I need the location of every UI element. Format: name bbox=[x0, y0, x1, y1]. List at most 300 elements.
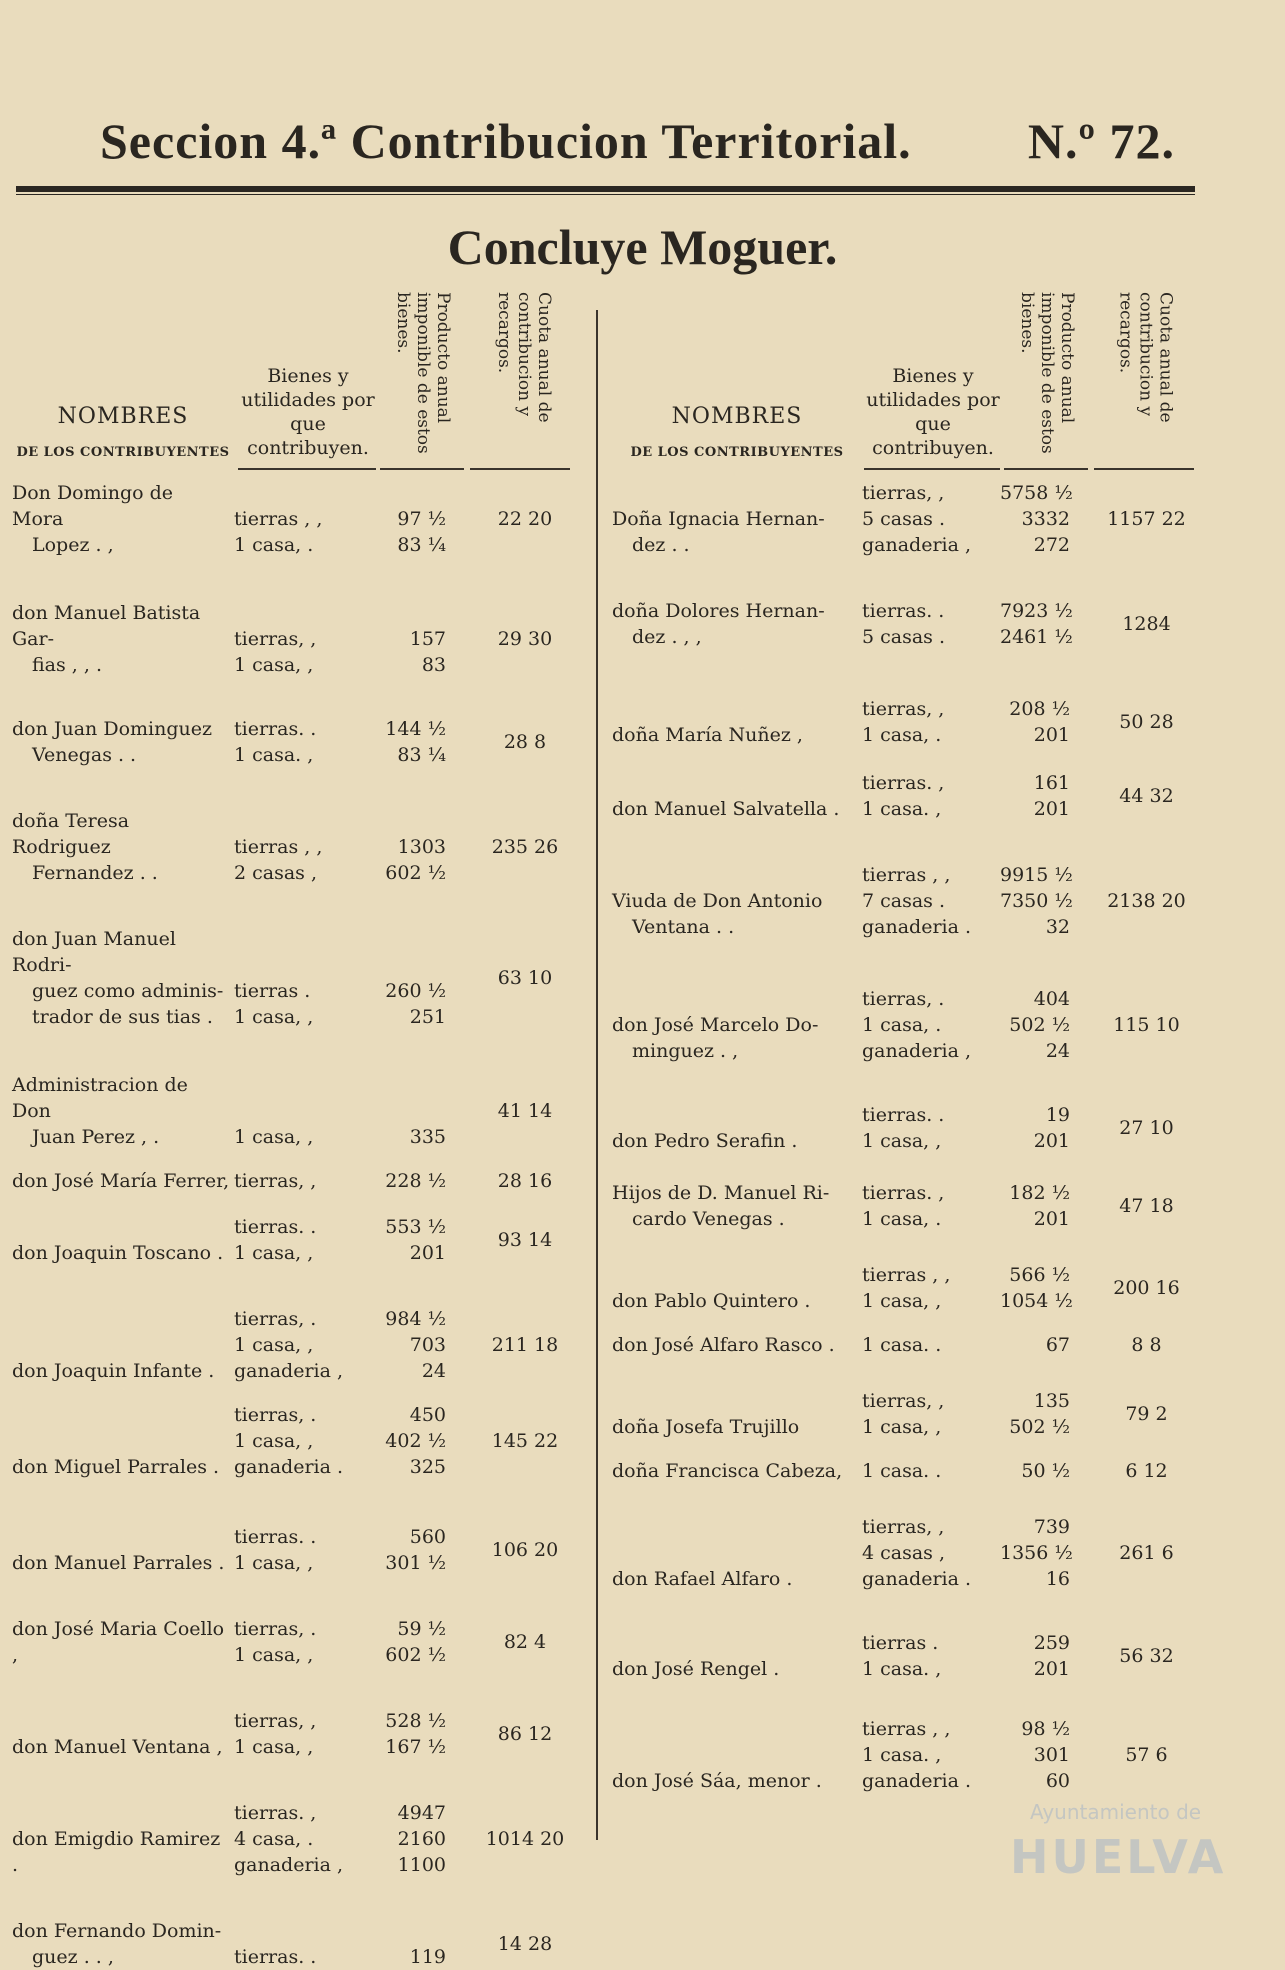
name-line-cont: guez como adminis- trador de sus tias . bbox=[32, 980, 224, 1028]
cuota-value: 86 12 bbox=[497, 1723, 553, 1745]
table-row bbox=[12, 1306, 578, 1384]
name-line-cont: Juan Perez , . bbox=[32, 1126, 160, 1148]
contribuyente-name bbox=[12, 1734, 234, 1760]
producto-value: 2461 ½ bbox=[1000, 626, 1073, 648]
producto-list bbox=[1000, 986, 1096, 1064]
bienes-list bbox=[862, 1180, 1000, 1232]
contribuyente-name bbox=[12, 1550, 234, 1576]
bienes-list bbox=[234, 1616, 378, 1668]
bienes-list bbox=[862, 1630, 1000, 1682]
contribuyente-name bbox=[612, 1128, 862, 1154]
cuota-value: 57 6 bbox=[1125, 1744, 1168, 1766]
producto-list bbox=[1000, 1514, 1096, 1592]
name-line: Hijos de D. Manuel Ri- bbox=[612, 1182, 830, 1204]
contribuyente-name bbox=[612, 1566, 862, 1592]
bien-item: 1 casa. , bbox=[862, 1744, 942, 1766]
producto-value: 602 ½ bbox=[385, 862, 446, 884]
name-line-cont: Venegas . . bbox=[32, 744, 137, 766]
producto-value: 260 ½ bbox=[385, 980, 446, 1002]
table-row bbox=[612, 696, 1197, 748]
contribuyente-name bbox=[612, 1012, 862, 1064]
producto-value: 450 bbox=[409, 1404, 446, 1426]
producto-list bbox=[378, 1616, 472, 1668]
contribuyente-name bbox=[612, 1288, 862, 1314]
bien-item: tierras, , bbox=[862, 698, 945, 720]
producto-value: 201 bbox=[409, 1242, 446, 1264]
header-nombres-label: NOMBRES bbox=[671, 404, 803, 429]
table-row bbox=[12, 600, 578, 678]
name-line-cont: minguez . , bbox=[632, 1040, 739, 1062]
cuota-value: 8 8 bbox=[1131, 1334, 1162, 1356]
contribuyente-name bbox=[12, 808, 234, 886]
bien-item: 7 casas . bbox=[862, 890, 946, 912]
name-line: don Manuel Parrales . bbox=[12, 1552, 225, 1574]
cuota-value: 1157 22 bbox=[1107, 508, 1186, 530]
producto-value: 301 bbox=[1033, 1744, 1070, 1766]
producto-list bbox=[378, 1800, 472, 1878]
producto-value: 208 ½ bbox=[1009, 698, 1070, 720]
bien-item: tierras . bbox=[234, 980, 311, 1002]
bien-item: 5 casas . bbox=[862, 626, 946, 648]
bienes-list bbox=[862, 1102, 1000, 1154]
contribuyente-name bbox=[612, 506, 862, 558]
bienes-list bbox=[862, 986, 1000, 1064]
producto-list bbox=[1000, 1180, 1096, 1232]
header-underline bbox=[238, 468, 376, 470]
bienes-list bbox=[234, 1800, 378, 1878]
producto-value: 201 bbox=[1033, 724, 1070, 746]
cuota-value: 41 14 bbox=[497, 1100, 553, 1122]
bien-item: 2 casas , bbox=[234, 862, 318, 884]
producto-value: 2160 bbox=[397, 1828, 446, 1850]
header-contribuyentes-label: DE LOS CONTRIBUYENTES bbox=[630, 445, 844, 460]
producto-value: 201 bbox=[1033, 1658, 1070, 1680]
cuota-value: 2138 20 bbox=[1107, 890, 1186, 912]
table-row bbox=[12, 1918, 578, 1970]
bien-item: 5 casas . bbox=[862, 508, 946, 530]
right-table-body bbox=[612, 480, 1197, 1794]
table-row bbox=[612, 1458, 1197, 1484]
bienes-list bbox=[862, 696, 1000, 748]
producto-value: 167 ½ bbox=[385, 1736, 446, 1758]
table-row bbox=[12, 808, 578, 886]
bien-item: 1 casa. , bbox=[862, 798, 942, 820]
right-table-header bbox=[612, 292, 1197, 480]
bien-item: ganaderia . bbox=[862, 1770, 972, 1792]
producto-value: 32 bbox=[1045, 916, 1070, 938]
contribuyente-name bbox=[12, 1826, 234, 1878]
contribuyente-name bbox=[12, 1240, 234, 1266]
bienes-list bbox=[862, 598, 1000, 650]
right-table bbox=[612, 292, 1197, 1794]
header-producto: Producto anual imponible de estos bienes. bbox=[1017, 292, 1077, 454]
contribuyente-name bbox=[612, 598, 862, 650]
name-line: don Miguel Parrales . bbox=[12, 1456, 220, 1478]
bien-item: tierras. . bbox=[862, 1104, 945, 1126]
producto-list bbox=[1000, 1716, 1096, 1794]
name-line: don José Marcelo Do- bbox=[612, 1014, 819, 1036]
cuota-value: 79 2 bbox=[1125, 1403, 1168, 1425]
bienes-list bbox=[862, 480, 1000, 558]
bien-item: 1 casa, , bbox=[862, 1416, 942, 1438]
producto-value: 98 ½ bbox=[1021, 1718, 1070, 1740]
name-line: don José Sáa, menor . bbox=[612, 1770, 822, 1792]
bienes-list bbox=[234, 1214, 378, 1266]
bien-item: 1 casa, . bbox=[862, 1208, 942, 1230]
contribuyente-name bbox=[612, 1458, 862, 1484]
bienes-list bbox=[862, 1458, 1000, 1484]
bien-item: ganaderia . bbox=[862, 1568, 972, 1590]
header-nombres bbox=[612, 404, 862, 460]
bien-item: tierras . bbox=[862, 1632, 939, 1654]
table-row bbox=[612, 770, 1197, 822]
bien-item: tierras. , bbox=[862, 1182, 945, 1204]
bien-item: ganaderia , bbox=[862, 534, 972, 556]
bien-item: 1 casa, . bbox=[862, 724, 942, 746]
bienes-list bbox=[234, 1306, 378, 1384]
bien-item: 1 casa, , bbox=[234, 1126, 314, 1148]
bien-item: tierras, , bbox=[234, 1710, 317, 1732]
producto-value: 135 bbox=[1033, 1390, 1070, 1412]
cuota-value: 235 26 bbox=[491, 836, 559, 858]
producto-value: 325 bbox=[409, 1456, 446, 1478]
contribuyente-name bbox=[12, 480, 234, 558]
name-line: don Manuel Ventana , bbox=[12, 1736, 223, 1758]
producto-value: 251 bbox=[409, 1006, 446, 1028]
bienes-list bbox=[234, 1168, 378, 1194]
producto-list bbox=[378, 978, 472, 1030]
bien-item: tierras , , bbox=[862, 1264, 951, 1286]
producto-value: 119 bbox=[409, 1946, 446, 1968]
table-row bbox=[612, 1262, 1197, 1314]
bien-item: 1 casa. . bbox=[862, 1334, 942, 1356]
cuota-value: 6 12 bbox=[1125, 1460, 1168, 1482]
name-line-cont: Ventana . . bbox=[632, 916, 735, 938]
bien-item: 1 casa. , bbox=[862, 1658, 942, 1680]
header-rule-thin bbox=[16, 194, 1195, 195]
bien-item: 1 casa, . bbox=[234, 534, 314, 556]
producto-value: 502 ½ bbox=[1009, 1014, 1070, 1036]
bien-item: 1 casa, , bbox=[234, 1736, 314, 1758]
table-row bbox=[612, 598, 1197, 650]
table-row bbox=[612, 1388, 1197, 1440]
producto-value: 3332 bbox=[1021, 508, 1070, 530]
watermark-name: HUELVA bbox=[1010, 1830, 1227, 1884]
name-line: don Emigdio Ramirez . bbox=[12, 1828, 221, 1876]
bienes-list bbox=[234, 1124, 378, 1150]
producto-list bbox=[378, 716, 472, 768]
producto-value: 9915 ½ bbox=[1000, 864, 1073, 886]
table-row bbox=[12, 1168, 578, 1194]
cuota-value: 93 14 bbox=[497, 1229, 553, 1251]
name-line-cont: cardo Venegas . bbox=[632, 1208, 785, 1230]
table-row bbox=[612, 986, 1197, 1064]
producto-value: 1100 bbox=[397, 1854, 446, 1876]
page-number: N.º 72. bbox=[1027, 113, 1175, 169]
contribuyente-name bbox=[612, 1180, 862, 1232]
header-cuota: Cuota anual de contribucion y recargos. bbox=[1115, 292, 1176, 423]
producto-value: 201 bbox=[1033, 1130, 1070, 1152]
header-underline bbox=[1094, 468, 1194, 470]
producto-value: 24 bbox=[1045, 1040, 1070, 1062]
producto-value: 259 bbox=[1033, 1632, 1070, 1654]
left-table-header bbox=[12, 292, 578, 480]
producto-value: 404 bbox=[1033, 988, 1070, 1010]
cuota-value: 56 32 bbox=[1119, 1645, 1174, 1667]
producto-value: 402 ½ bbox=[385, 1430, 446, 1452]
bien-item: tierras. . bbox=[234, 718, 317, 740]
producto-value: 7923 ½ bbox=[1000, 600, 1073, 622]
cuota-value: 47 18 bbox=[1119, 1195, 1174, 1217]
contribuyente-name bbox=[12, 600, 234, 678]
producto-value: 560 bbox=[409, 1526, 446, 1548]
bienes-list bbox=[862, 1332, 1000, 1358]
contribuyente-name bbox=[612, 796, 862, 822]
cuota-value: 14 28 bbox=[497, 1933, 553, 1955]
bien-item: 1 casa, , bbox=[234, 1334, 314, 1356]
producto-value: 157 bbox=[409, 628, 446, 650]
section-title: Seccion 4.ª Contribucion Territorial. bbox=[100, 113, 912, 169]
producto-list bbox=[1000, 696, 1096, 748]
table-row bbox=[612, 1332, 1197, 1358]
contribuyente-name bbox=[612, 1656, 862, 1682]
producto-value: 201 bbox=[1033, 798, 1070, 820]
cuota-value: 50 28 bbox=[1119, 711, 1174, 733]
producto-value: 272 bbox=[1033, 534, 1070, 556]
bien-item: tierras , , bbox=[862, 1718, 951, 1740]
bien-item: ganaderia , bbox=[234, 1854, 344, 1876]
bien-item: ganaderia , bbox=[234, 1360, 344, 1382]
cuota-value: 1284 bbox=[1122, 613, 1171, 635]
table-row bbox=[612, 480, 1197, 558]
producto-value: 97 ½ bbox=[397, 508, 446, 530]
contribuyente-name bbox=[612, 1332, 862, 1358]
contribuyente-name bbox=[12, 1616, 234, 1668]
producto-list bbox=[378, 1124, 472, 1150]
producto-value: 83 ¼ bbox=[397, 744, 446, 766]
producto-list bbox=[378, 1708, 472, 1760]
cuota-value: 28 8 bbox=[503, 731, 547, 753]
contribuyente-name bbox=[12, 716, 234, 768]
bien-item: tierras. . bbox=[234, 1526, 317, 1548]
producto-list bbox=[1000, 1630, 1096, 1682]
producto-list bbox=[378, 1402, 472, 1480]
name-line: don José Rengel . bbox=[612, 1658, 780, 1680]
table-row bbox=[12, 1214, 578, 1266]
page-header bbox=[100, 112, 1175, 170]
producto-value: 335 bbox=[409, 1126, 446, 1148]
producto-list bbox=[1000, 1458, 1096, 1484]
name-line: Administracion de Don bbox=[12, 1074, 188, 1122]
contribuyente-name bbox=[612, 722, 862, 748]
name-line: don José Alfaro Rasco . bbox=[612, 1334, 835, 1356]
cuota-value: 106 20 bbox=[491, 1539, 559, 1561]
producto-list bbox=[1000, 770, 1096, 822]
producto-value: 83 bbox=[421, 654, 446, 676]
cuota-value: 22 20 bbox=[497, 508, 553, 530]
bienes-list bbox=[234, 1708, 378, 1760]
name-line-cont: dez . , , bbox=[632, 626, 702, 648]
table-row bbox=[612, 1102, 1197, 1154]
bien-item: tierras. . bbox=[234, 1946, 317, 1968]
bienes-list bbox=[862, 862, 1000, 940]
table-row bbox=[612, 1716, 1197, 1794]
name-line-cont: guez . . , bbox=[32, 1946, 114, 1968]
bien-item: 1 casa, , bbox=[234, 1430, 314, 1452]
bienes-list bbox=[234, 716, 378, 768]
name-line: don Manuel Batista Gar- bbox=[12, 602, 201, 650]
producto-list bbox=[1000, 598, 1096, 650]
contribuyente-name bbox=[612, 1768, 862, 1794]
cuota-value: 44 32 bbox=[1119, 785, 1174, 807]
bienes-list bbox=[862, 1262, 1000, 1314]
producto-value: 984 ½ bbox=[385, 1308, 446, 1330]
name-line: doña Teresa Rodriguez bbox=[12, 810, 130, 858]
producto-value: 201 bbox=[1033, 1208, 1070, 1230]
bien-item: 1 casa, . bbox=[862, 1014, 942, 1036]
bienes-list bbox=[234, 834, 378, 886]
table-row bbox=[12, 1524, 578, 1576]
contribuyente-name bbox=[12, 1072, 234, 1150]
table-row bbox=[12, 1616, 578, 1668]
producto-value: 144 ½ bbox=[385, 718, 446, 740]
contribuyente-name bbox=[12, 1358, 234, 1384]
producto-value: 16 bbox=[1045, 1568, 1070, 1590]
producto-value: 83 ¼ bbox=[397, 534, 446, 556]
bien-item: tierras , , bbox=[234, 508, 323, 530]
name-line-cont: Fernandez . . bbox=[32, 862, 158, 884]
table-row bbox=[612, 1514, 1197, 1592]
producto-list bbox=[378, 834, 472, 886]
producto-value: 566 ½ bbox=[1009, 1264, 1070, 1286]
name-line: doña Dolores Hernan- bbox=[612, 600, 825, 622]
producto-list bbox=[1000, 480, 1096, 558]
producto-value: 24 bbox=[421, 1360, 446, 1382]
cuota-value: 211 18 bbox=[491, 1334, 559, 1356]
table-row bbox=[12, 480, 578, 558]
producto-value: 60 bbox=[1045, 1770, 1070, 1792]
name-line: Viuda de Don Antonio bbox=[612, 890, 823, 912]
producto-value: 5758 ½ bbox=[1000, 482, 1073, 504]
bienes-list bbox=[234, 1524, 378, 1576]
cuota-value: 27 10 bbox=[1119, 1117, 1174, 1139]
cuota-value: 28 16 bbox=[497, 1170, 553, 1192]
header-cuota: Cuota anual de contribucion y recargos. bbox=[494, 292, 554, 423]
bien-item: tierras, . bbox=[862, 988, 945, 1010]
bien-item: 1 casa, , bbox=[234, 1644, 314, 1666]
table-row bbox=[12, 1708, 578, 1760]
producto-value: 602 ½ bbox=[385, 1644, 446, 1666]
producto-list bbox=[378, 626, 472, 678]
cuota-value: 200 16 bbox=[1113, 1277, 1180, 1299]
header-underline bbox=[864, 468, 1000, 470]
watermark bbox=[880, 1800, 1227, 1884]
producto-value: 1303 bbox=[397, 836, 446, 858]
bien-item: tierras, , bbox=[862, 482, 945, 504]
producto-list bbox=[1000, 1262, 1096, 1314]
header-nombres bbox=[12, 404, 234, 460]
header-rule-thick bbox=[16, 186, 1195, 192]
name-line: don José María Ferrer, bbox=[12, 1170, 230, 1192]
table-row bbox=[12, 716, 578, 768]
producto-list bbox=[1000, 1388, 1096, 1440]
bien-item: 1 casa, , bbox=[234, 654, 314, 676]
bien-item: 4 casas , bbox=[862, 1542, 946, 1564]
producto-list bbox=[378, 1524, 472, 1576]
bien-item: 1 casa, , bbox=[862, 1130, 942, 1152]
header-contribuyentes-label: DE LOS CONTRIBUYENTES bbox=[16, 445, 230, 460]
name-line: don Pablo Quintero . bbox=[612, 1290, 811, 1312]
producto-value: 739 bbox=[1033, 1516, 1070, 1538]
producto-value: 1054 ½ bbox=[1000, 1290, 1073, 1312]
producto-value: 1356 ½ bbox=[1000, 1542, 1073, 1564]
contribuyente-name bbox=[12, 1918, 234, 1970]
left-table bbox=[12, 292, 578, 1970]
column-divider bbox=[596, 310, 598, 1840]
name-line: don Juan Manuel Rodri- bbox=[12, 928, 176, 976]
cuota-value: 115 10 bbox=[1113, 1014, 1180, 1036]
table-row bbox=[12, 1402, 578, 1480]
bien-item: tierras, . bbox=[234, 1308, 317, 1330]
name-line: don Joaquin Toscano . bbox=[12, 1242, 224, 1264]
name-line: don Juan Dominguez bbox=[12, 718, 212, 740]
producto-list bbox=[378, 506, 472, 558]
producto-value: 528 ½ bbox=[385, 1710, 446, 1732]
bien-item: ganaderia . bbox=[234, 1456, 344, 1478]
producto-list bbox=[378, 1214, 472, 1266]
bien-item: tierras. , bbox=[862, 772, 945, 794]
bien-item: tierras , , bbox=[234, 836, 323, 858]
bien-item: tierras. , bbox=[234, 1802, 317, 1824]
bien-item: 1 casa, , bbox=[234, 1006, 314, 1028]
header-bienes: Bienes y utilidades por que contribuyen. bbox=[241, 365, 375, 459]
bien-item: tierras. . bbox=[234, 1216, 317, 1238]
contribuyente-name bbox=[612, 888, 862, 940]
bien-item: 1 casa. . bbox=[862, 1460, 942, 1482]
bien-item: tierras, , bbox=[862, 1390, 945, 1412]
contribuyente-name bbox=[12, 926, 234, 1030]
bien-item: tierras, , bbox=[234, 1170, 317, 1192]
bienes-list bbox=[234, 506, 378, 558]
producto-value: 703 bbox=[409, 1334, 446, 1356]
contribuyente-name bbox=[12, 1454, 234, 1480]
contribuyente-name bbox=[612, 1414, 862, 1440]
bienes-list bbox=[862, 1388, 1000, 1440]
producto-value: 67 bbox=[1045, 1334, 1070, 1356]
bien-item: 1 casa, , bbox=[234, 1552, 314, 1574]
producto-list bbox=[378, 1168, 472, 1194]
name-line: Doña Ignacia Hernan- bbox=[612, 508, 825, 530]
producto-value: 19 bbox=[1045, 1104, 1070, 1126]
producto-value: 553 ½ bbox=[385, 1216, 446, 1238]
producto-list bbox=[1000, 1102, 1096, 1154]
bien-item: 1 casa, , bbox=[862, 1290, 942, 1312]
name-line: don Joaquin Infante . bbox=[12, 1360, 215, 1382]
bien-item: tierras, . bbox=[234, 1404, 317, 1426]
producto-value: 161 bbox=[1033, 772, 1070, 794]
bienes-list bbox=[234, 1402, 378, 1480]
producto-value: 301 ½ bbox=[385, 1552, 446, 1574]
cuota-value: 145 22 bbox=[491, 1430, 559, 1452]
bien-item: ganaderia , bbox=[862, 1040, 972, 1062]
header-bienes: Bienes y utilidades por que contribuyen. bbox=[866, 365, 1000, 459]
name-line-cont: fias , , . bbox=[32, 654, 102, 676]
name-line: doña María Nuñez , bbox=[612, 724, 803, 746]
bien-item: tierras. . bbox=[862, 600, 945, 622]
watermark-org: Ayuntamiento de bbox=[1030, 1800, 1202, 1824]
producto-value: 182 ½ bbox=[1009, 1182, 1070, 1204]
bien-item: tierras, , bbox=[234, 628, 317, 650]
